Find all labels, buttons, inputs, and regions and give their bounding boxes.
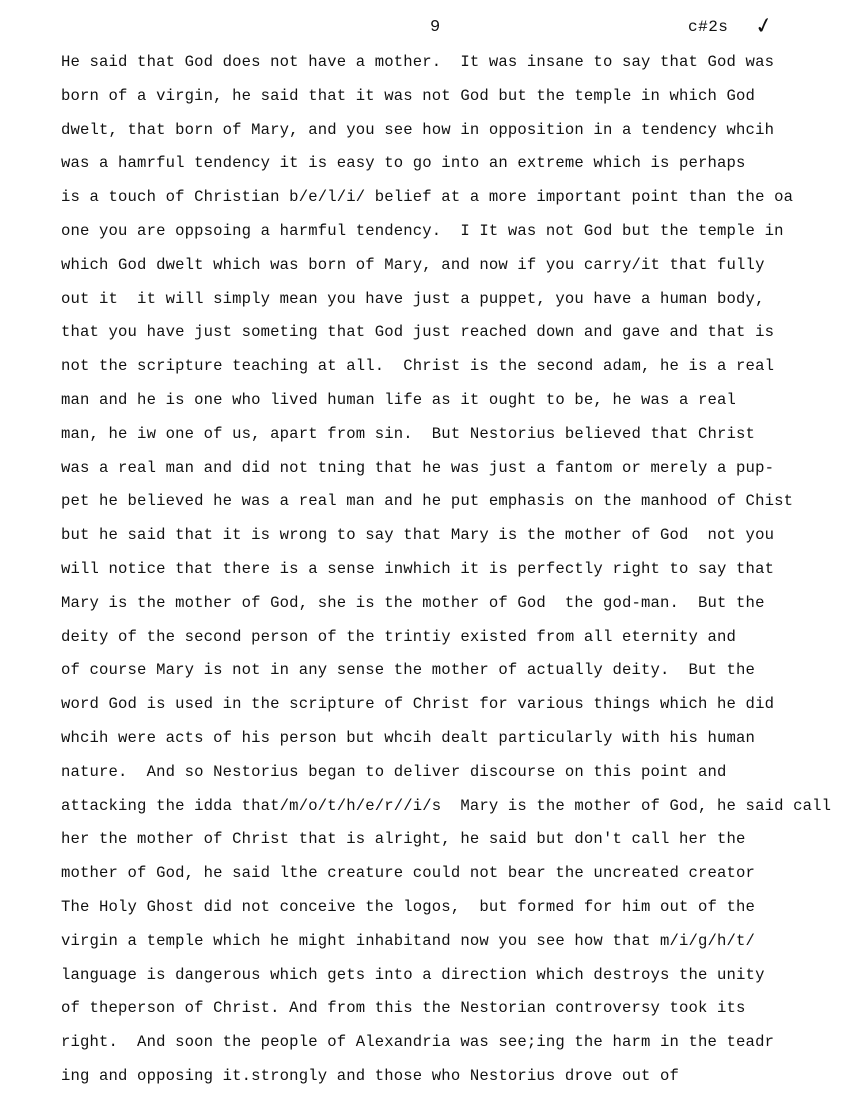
text-line: deity of the second person of the trintiy existed from all eternity and [61,627,737,646]
text-line: one you are oppsoing a harmful tendency. I It was not God but the temple in [61,221,784,240]
text-line: is a touch of Christian b/e/l/i/ belief at a more important point than the oa [61,188,794,207]
text-line: man and he is one who lived human life as it ought to be, he was a real [61,390,737,409]
body-text [61,50,841,1098]
checkmark-icon: ✓ [752,12,776,41]
text-line: that you have just someting that God just reached down and gave and that is [61,323,775,342]
text-line: but he said that it is wrong to say that Mary is the mother of God not you [61,526,775,545]
text-line: mother of God, he said lthe creature could not bear the uncreated creator [61,864,756,883]
text-line: language is dangerous which gets into a direction which destroys the unity [61,965,765,984]
text-line: right. And soon the people of Alexandria was see;ing the harm in the teadr [61,1033,775,1052]
text-line: born of a virgin, he said that it was not God but the temple in which God [61,86,756,105]
text-line: was a real man and did not tning that he was just a fantom or merely a pup- [61,458,775,477]
text-line: nature. And so Nestorius began to deliver discourse on this point and [61,762,727,781]
text-line: The Holy Ghost did not conceive the logos, but formed for him out of the [61,897,756,916]
text-line: whcih were acts of his person but whcih dealt particularly with his human [61,728,756,747]
text-line: which God dwelt which was born of Mary, and now if you carry/it that fully [61,255,765,274]
text-line: Mary is the mother of God, she is the mother of God the god-man. But the [61,593,765,612]
text-line: dwelt, that born of Mary, and you see how in opposition in a tendency whcih [61,120,775,139]
text-line: her the mother of Christ that is alright, he said but don't call her the [61,830,746,849]
text-line: of theperson of Christ. And from this the Nestorian controversy took its [61,999,746,1018]
page-code: c#2s [688,18,729,36]
text-line: attacking the idda that/m/o/t/h/e/r//i/s Mary is the mother of God, he said call [61,796,832,815]
text-line: word God is used in the scripture of Christ for various things which he did [61,695,775,714]
text-line: of course Mary is not in any sense the mother of actually deity. But the [61,661,756,680]
text-line: not the scripture teaching at all. Christ is the second adam, he is a real [61,357,775,376]
text-line: He said that God does not have a mother. It was insane to say that God was [61,53,775,71]
page-number: 9 [430,18,441,37]
text-line: virgin a temple which he might inhabitand now you see how that m/i/g/h/t/ [61,931,756,950]
text-line: man, he iw one of us, apart from sin. But Nestorius believed that Christ [61,424,756,443]
text-line: out it it will simply mean you have just a puppet, you have a human body, [61,289,765,308]
text-line: will notice that there is a sense inwhich it is perfectly right to say that [61,559,775,578]
text-line: ing and opposing it.strongly and those who Nestorius drove out of [61,1066,680,1085]
text-line: was a hamrful tendency it is easy to go into an extreme which is perhaps [61,154,746,173]
text-line: pet he believed he was a real man and he put emphasis on the manhood of Chist [61,492,794,511]
